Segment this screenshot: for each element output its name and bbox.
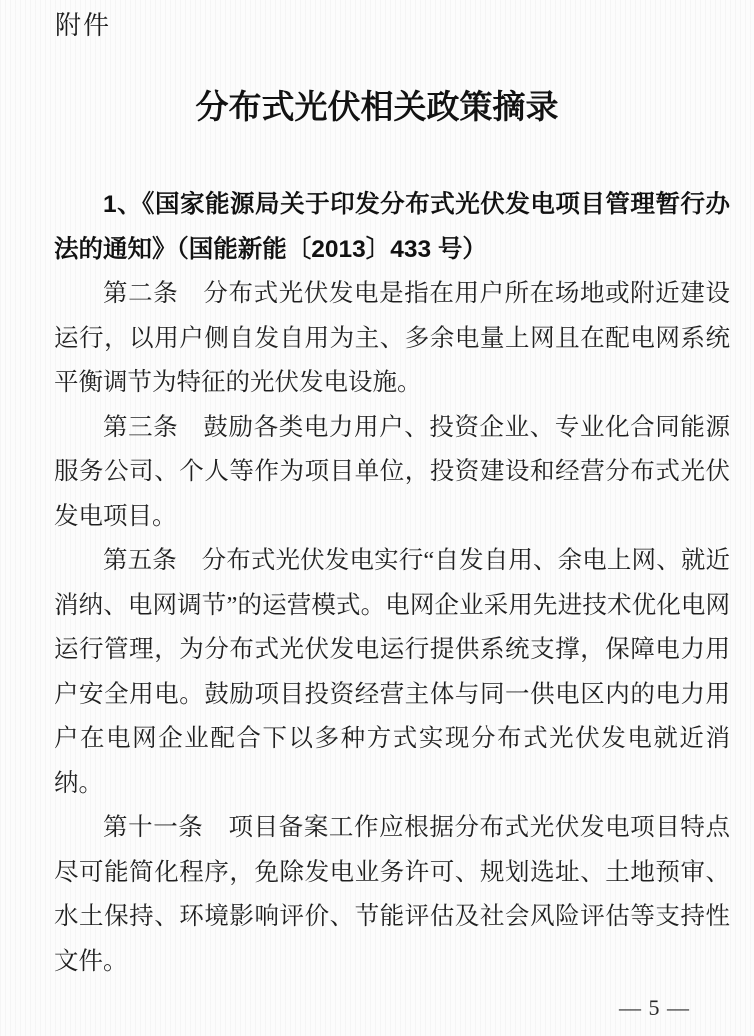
policy-article-11: 第十一条 项目备案工作应根据分布式光伏发电项目特点尽可能简化程序，免除发电业务许可、规划选址、土地预审、水土保持、环境影响评价、节能评估及社会风险评估等支持性文件。 xyxy=(54,814,730,975)
document-title: 分布式光伏相关政策摘录 xyxy=(195,90,559,126)
policy-article-3: 第三条 鼓励各类电力用户、投资企业、专业化合同能源服务公司、个人等作为项目单位，投资建设和经营分布式光伏发电项目。 xyxy=(54,413,730,530)
document-body xyxy=(54,183,730,984)
policy-article-2: 第二条 分布式光伏发电是指在用户所在场地或附近建设运行，以用户侧自发自用为主、多余电量上网且在配电网系统平衡调节为特征的光伏发电设施。 xyxy=(54,280,730,396)
attachment-label: 附件 xyxy=(55,11,112,40)
page-number: — 5 — xyxy=(619,995,690,1020)
policy-article-5: 第五条 分布式光伏发电实行“自发自用、余电上网、就近消纳、电网调节”的运营模式。电网企业采用先进技术优化电网运行管理，为分布式光伏发电运行提供系统支撑，保障电力用户安全用电。鼓励项目投资经营主体与同一供电区内的电力用户在电网企业配合下以多种方式实现分布式光伏发电就近消纳。 xyxy=(54,547,730,797)
policy-item-heading: 1、《国家能源局关于印发分布式光伏发电项目管理暂行办法的通知》（国能新能〔2013〕433 号） xyxy=(54,191,730,263)
